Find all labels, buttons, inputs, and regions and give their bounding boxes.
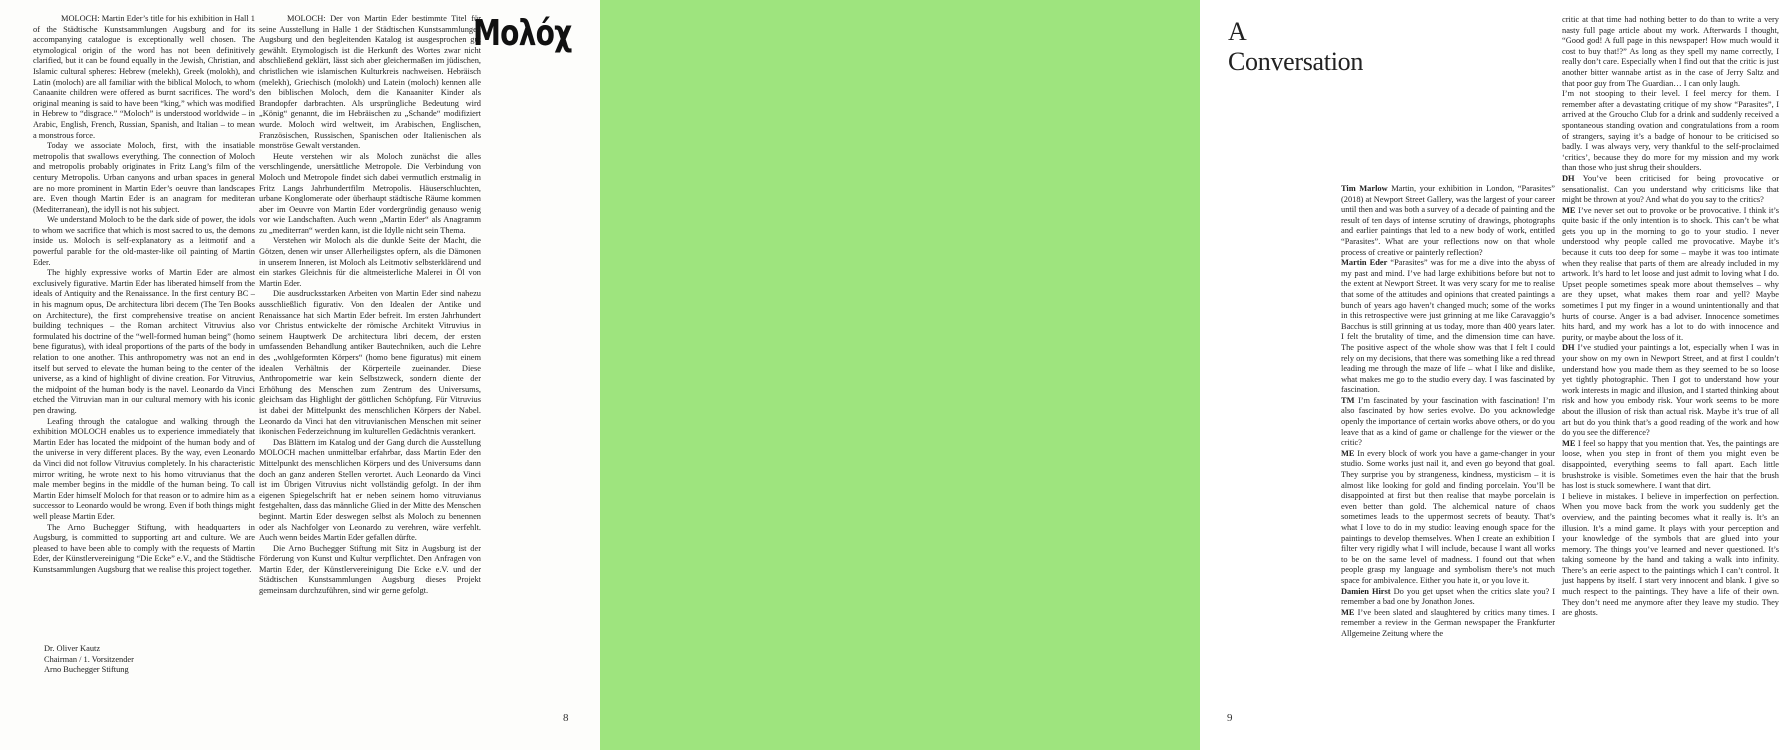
paragraph: Das Blättern im Katalog und der Gang durch die Ausstellung MOLOCH machen unmittelbar erfahrbar, dass Martin Eder den Mittelpunkt des menschlichen Körpers und des Universums dann doch an ganz anderen Stellen verortet. Auch Leonardo da Vinci ist im Übrigen Vitruvius nicht vollständig gefolgt. In der ihm eigenen Spiegelschrift hat er neben seinem homo vitruvianus festgehalten, dass das männliche Glied in der Mitte des Menschen beginnt. Martin Eder deswegen selbst als Moloch zu benennen oder als Nachfolger von Leonardo zu verehren, wäre verfehlt. Auch wenn beides Martin Eder gefallen dürfte. (259, 437, 481, 543)
speaker-text: I’ve studied your paintings a lot, especially when I was in your show on my own in Newport Street, and at first I couldn’t understand how you made them as they seemed to be so loose yet tightly photographic. Then I got to understand how your work interests in magic and illusion, and I started thinking about risk and how you embody risk. Your work seems to be more about the illusion of risk than actual risk. Maybe it’s true of all art but do you think that’s a good reading of the work and how do you see the difference? (1562, 343, 1779, 438)
english-column (33, 14, 255, 575)
speaker-text: I feel so happy that you mention that. Yes, the paintings are loose, when you step in front of them you might even be disappointed, everything seems to fall apart. Each little brushstroke is visible. Sometimes even the hair that the brush has lost is stuck somewhere. I want that dirt. (1562, 438, 1779, 491)
signature-org: Arno Buchegger Stiftung (44, 665, 129, 675)
speaker-name: Martin Eder (1341, 258, 1388, 268)
speaker-text: I’ve been slated and slaughtered by critics many times. I remember a review in the German newspaper the Frankfurter Allgemeine Zeitung where the (1341, 607, 1556, 638)
paragraph: The highly expressive works of Martin Eder are almost exclusively figurative. Martin Eder has liberated himself from the ideals of Antiquity and the Renaissance. In the first century BC – in his magnum opus, De architectura libri decem (The Ten Books on Architecture), the first comprehensive treatise on ancient building techniques – the Roman architect Vitruvius also formulated his doctrine of the “well-formed human being” (homo bene figuratus), with ideal proportions of the parts of the body in relation to one another. This anthropometry was not an end in itself but served to elevate the human being to the center of the universe, as a kind of highlight of divine creation. For Vitruvius, the midpoint of the human body is the navel. Leonardo da Vinci etched the Vitruvian man in our cultural memory with his iconic pen drawing. (33, 268, 255, 415)
conversation-heading: A Conversation (1228, 17, 1364, 76)
page-number-right: 9 (1227, 712, 1233, 724)
left-page (0, 0, 600, 750)
speaker-text: I’ve never set out to provoke or be provocative. I think it’s quite basic if the only intention is to shock. This can’t be what gets you up in the morning to go to your studio. I never understood why people called me provocative. Maybe it’s because it cuts too deep for some – maybe it was too intimate when they realise that parts of them are already included in my artwork. It’s hard to let loose and just admit to loving what I do. Upset people sometimes speak more about themselves – why are they upset, what makes them roar and yell? Maybe sometimes I put my finger in a wound unintentionally and that hurts of course. Anger is a bad adviser. Innocence sometimes hits hard, and my work has a lot to do with innocence and purity, or maybe about the loss of it. (1562, 205, 1779, 342)
speaker-name: ME (1562, 438, 1576, 448)
speaker-text: I’m not stooping to their level. I feel mercy for them. I remember after a devastating critique of my show “Parasites”, I arrived at the Groucho Club for a drink and suddenly received a spontaneous standing ovation and congratulations from a room of strangers, saying it’s a badge of honour to be criticised so badly. I was always very, very thankful to the self-proclaimed ‘critics’, because they do more for my mission and my work than those who just shrug their shoulders. (1562, 89, 1779, 173)
page-number-left: 8 (563, 712, 569, 724)
interview-paragraph (1341, 184, 1555, 258)
signature (44, 644, 134, 676)
speaker-text: I believe in mistakes. I believe in imperfection on perfection. When you move back from the work you suddenly get the overview, and the painting becomes what it really is. It’s an illusion. It’s a mind game. It plays with your perception and your knowledge of the symbols that are glued into your memory. The things you’ve learned and never questioned. It’s taking someone by the hand and taking a walk into infinity. There’s an eerie aspect to the paintings which I can’t control. It just happens by itself. I start very innocent and blank. I give so much respect to the paintings. They have a life of their own. They don’t need me anymore after they leave my studio. They are ghosts. (1562, 491, 1779, 618)
interview-column-1 (1341, 184, 1555, 640)
paragraph: MOLOCH: Martin Eder’s title for his exhibition in Hall 1 of the Städtische Kunstsammlungen Augsburg and for its accompanying catalogue is exceptionally well chosen. The etymological origin of the word has not been definitively clarified, but it can be found equally in the Jewish, Christian, and Islamic cultural spheres: Hebrew (melekh), Greek (molokh), and Latin (moloch) are all familiar with the biblical Moloch, to whom Canaanite children were offered as burnt sacrifices. The word’s original meaning is said to have been “king,” which was modified in Hebrew to “disgrace.” “Moloch” is understood worldwide – in Arabic, English, French, Russian, Spanish, and Italian – to mean a monstrous force. (33, 14, 255, 140)
paragraph: The Arno Buchegger Stiftung, with headquarters in Augsburg, is committed to supporting art and culture. We are pleased to have been able to comply with the requests of Martin Eder, der Künstlervereinigung “Die Ecke” e.V., and the Städtische Kunstsammlungen Augsburg that we realise this project together. (33, 522, 255, 574)
interview-paragraph (1562, 89, 1779, 174)
interview-paragraph (1562, 15, 1779, 89)
moloch-heading: Μολόχ (473, 13, 572, 54)
speaker-name: ME (1341, 448, 1355, 458)
paragraph: Die ausdrucksstarken Arbeiten von Martin Eder sind nahezu ausschließlich figurativ. Von den Idealen der Antike und Renaissance hat sich Martin Eder befreit. Im ersten Jahrhundert vor Christus entwickelte der römische Architekt Vitruvius in seinem Hauptwerk De architectura libri decem, der ersten umfassenden Behandlung antiker Bautechniken, auch die Lehre des „wohlgeformten Körpers“ (homo bene figuratus) mit einem idealen Verhältnis der Körperteile zueinander. Diese Anthropometrie war kein Selbstzweck, sondern diente der Erhöhung des Menschen zum Zentrum des Universums, gleichsam das Highlight der göttlichen Schöpfung. Für Vitruvius ist dabei der Mittelpunkt des menschlichen Körpers der Nabel. Leonardo da Vinci hat den vitruvianischen Menschen mit seiner ikonischen Federzeichnung im kulturellen Gedächtnis verankert. (259, 289, 481, 437)
speaker-name: DH (1562, 343, 1575, 353)
interview-paragraph (1341, 449, 1555, 587)
speaker-text: critic at that time had nothing better to do than to write a very nasty full page article about my work. Afterwards I thought, “Good god! A full page in this newspaper! How much would it cost to buy that!?” As long as they spell my name correctly, I really don’t care. Especially when I find out that the critic is just another bitter wannabe artist as in the case of Jerry Saltz and that poor guy from The Guardian… I can only laugh. (1562, 15, 1779, 88)
speaker-text: “Parasites” was for me a dive into the abyss of my past and mind. I’ve had large exhibitions before but not to the extent at Newport Street. It was very scary for me to realise that some of the attitudes and opinions that created paintings a bunch of years ago haven’t changed much; some of the works in this retrospective were just grinning at me like Caravaggio’s Bacchus is still grinning at us today, more than 400 years later. I felt the brutality of time, and the dimension time can have. The positive aspect of the whole show was that I felt I could rely on my decisions, that there was something like a red thread leading me through the maze of life – what I like and dislike, what makes me go to the studio every day. I was fascinated by fascination. (1341, 258, 1555, 395)
right-page (600, 0, 1779, 750)
signature-role: Chairman / 1. Vorsitzender (44, 654, 134, 664)
interview-paragraph (1562, 439, 1779, 492)
speaker-text: I’m fascinated by your fascination with fascination! I’m also fascinated by how series evolve. Do you acknowledge openly the importance of certain works above others, or do you leave that as a kind of game or challenge for the viewer or the critic? (1341, 395, 1555, 448)
interview-paragraph (1562, 174, 1779, 206)
speaker-text: In every block of work you have a game-changer in your studio. Some works just nail it, and even go beyond that goal. They surprise you by strangeness, kindness, mysticism – it is almost like looking for gold and finding porcelain. You’ll be disappointed at first but then realise that maybe porcelain is even better than gold. The alchemical nature of chaos sometimes leads to the uppermost secrets of beauty. That’s what I love to do in my studio: leaving enough space for the paintings to develop themselves. When I create an exhibition I filter very rigidly what I will include, because I want all works to be on the same level of madness. I found out that when people grasp my language and symbolism there’s not much space for ambivalence. Either you hate it, or you love it. (1341, 448, 1555, 585)
interview-paragraph (1341, 608, 1555, 640)
paragraph: MOLOCH: Der von Martin Eder bestimmte Titel für seine Ausstellung in Halle 1 der Städtischen Kunstsammlungen Augsburg und den begleitenden Katalog ist ausgesprochen gut gewählt. Etymologisch ist die Herkunft des Wortes zwar nicht abschließend geklärt, lässt sich aber gleichermaßen im jüdischen, christlichen wie islamischen Kulturkreis nachweisen. Hebräisch (melekh), Griechisch (molokh) und Latein (moloch) kennen alle den biblischen Moloch, dem die Kanaaniter Kinder als Brandopfer darbrachten. Als ursprüngliche Bedeutung wird „König“ genannt, die im Hebräischen zu „Schande“ modifiziert wurde. Moloch wird weltweit, im Arabischen, Englischen, Französischen, Russischen, Spanischen oder Italienischen als monströse Gewalt verstanden. (259, 14, 481, 151)
speaker-text: Martin, your exhibition in London, “Parasites” (2018) at Newport Street Gallery, was the largest of your career until then and was both a survey of a decade of painting and the result of ten days of intense scrutiny of drawings, photographs and earlier paintings that led to a new body of work, entitled “Parasites”. What are your reflections now on that whole process of creative or painterly reflection? (1341, 184, 1555, 257)
speaker-name: Tim Marlow (1341, 184, 1388, 193)
interview-paragraph (1562, 343, 1779, 438)
speaker-text: Do you get upset when the critics slate you? I remember a bad one by Jonathon Jones. (1341, 586, 1555, 607)
interview-paragraph (1562, 206, 1779, 344)
speaker-name: ME (1341, 607, 1355, 617)
paragraph: Leafing through the catalogue and walking through the exhibition MOLOCH enables us to experience immediately that Martin Eder has located the midpoint of the human body and of the universe in very different places. By the way, even Leonardo da Vinci did not follow Vitruvius completely. In his characteristic mirror writing, he wrote next to his homo vitruvianus that the male member begins in the middle of the human being. To call Martin Eder himself Moloch for that reason or to admire him as a successor to Leonardo would be wrong. Even if both things might well please Martin Eder. (33, 416, 255, 521)
interview-paragraph (1341, 258, 1555, 396)
interview-column-2 (1562, 15, 1779, 619)
speaker-text: You’ve been criticised for being provocative or sensationalist. Can you understand why criticisms like that might be thrown at you? And what do you say to the critics? (1562, 173, 1779, 205)
speaker-name: TM (1341, 395, 1355, 405)
paragraph: Verstehen wir Moloch als die dunkle Seite der Macht, die Götzen, denen wir unser Allerheiligstes opfern, als die Dämonen in unserem Inneren, ist Moloch als Leitmotiv selbsterklärend und ein starkes Gleichnis für die altmeisterliche Malerei in Öl von Martin Eder. (259, 236, 481, 288)
interview-paragraph (1341, 396, 1555, 449)
speaker-name: ME (1562, 205, 1576, 215)
speaker-name: Damien Hirst (1341, 586, 1391, 596)
paragraph: Today we associate Moloch, first, with the insatiable metropolis that swallows everything. The connection of Moloch and metropolis probably originates in Fritz Lang’s film of the century Metropolis. Urban canyons and urban spaces in general are no more prominent in Martin Eder’s oeuvre than landscapes are. Even though Martin Eder is an anagram for mediteran (Mediterranean), the idyll is not his subject. (33, 141, 255, 214)
signature-name: Dr. Oliver Kautz (44, 644, 101, 653)
speaker-name: DH (1562, 173, 1575, 183)
german-column (259, 14, 481, 597)
interview-paragraph (1562, 492, 1779, 619)
interview-paragraph (1341, 587, 1555, 608)
paragraph: We understand Moloch to be the dark side of power, the idols to whom we sacrifice that which is most sacred to us, the demons inside us. Moloch is self-explanatory as a leitmotif and a powerful parable for the old-master-like oil painting of Martin Eder. (33, 215, 255, 267)
paragraph: Die Arno Buchegger Stiftung mit Sitz in Augsburg ist der Förderung von Kunst und Kultur verpflichtet. Den Anfragen von Martin Eder, der Künstlervereinigung Die Ecke e.V. und der Städtischen Kunstsammlungen Augsburg dieses Projekt gemeinsam durchzuführen, sind wir gerne gefolgt. (259, 543, 481, 596)
paragraph: Heute verstehen wir als Moloch zunächst die alles verschlingende, unersättliche Metropole. Die Verbindung von Moloch und Metropole findet sich dabei vermutlich erstmalig in Fritz Langs Jahrhundertfilm Metropolis. Häuserschluchten, urbane Konglomerate oder überhaupt städtische Räume kommen aber im Oeuvre von Martin Eder vordergründig genauso wenig vor wie Landschaften. Auch wenn „Martin Eder“ als Anagramm zu „mediterran“ werden kann, ist die Idylle nicht sein Thema. (259, 151, 481, 235)
